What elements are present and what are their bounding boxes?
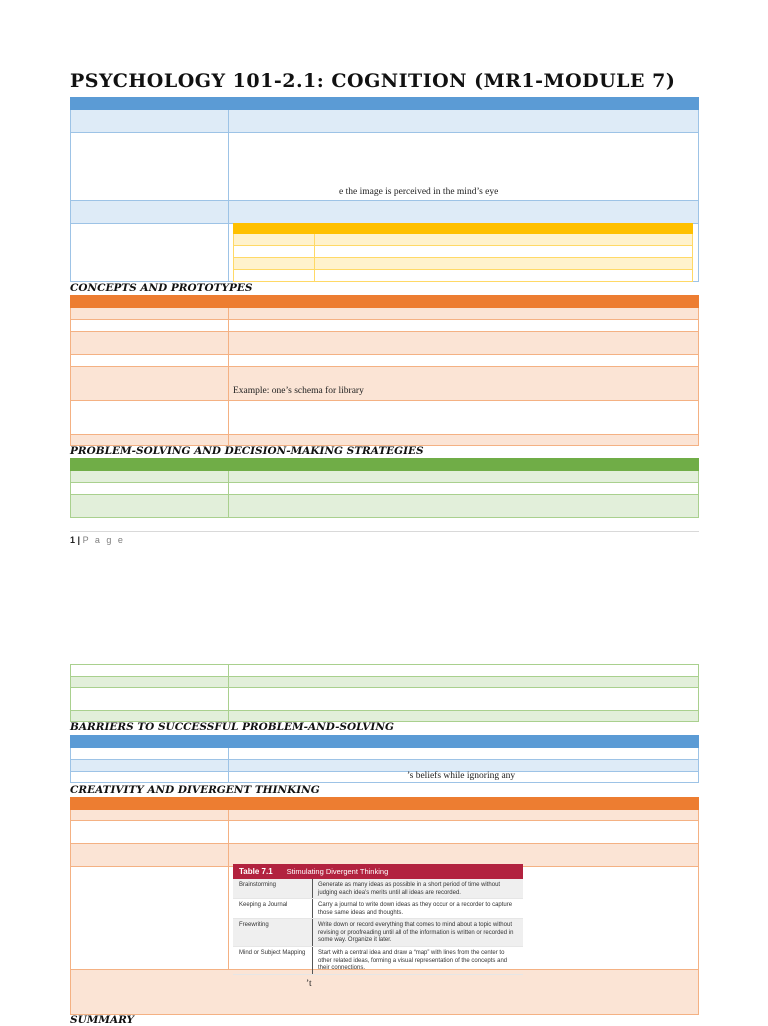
page-label: P a g e — [82, 535, 125, 545]
section-heading-concepts: CONCEPTS AND PROTOTYPES — [70, 282, 253, 294]
table-7-1-row — [233, 879, 523, 899]
page-title: PSYCHOLOGY 101-2.1: COGNITION (MR1-MODULE 7) — [70, 70, 676, 92]
table-7-1-row — [233, 947, 523, 975]
table-7-1-technique: Mind or Subject Mapping — [233, 947, 313, 974]
table-7-1-description: Carry a journal to write down ideas as they occur or a recorder to capture those same ideas and thoughts. — [318, 902, 513, 916]
table-7-1-technique: Keeping a Journal — [233, 899, 313, 918]
table-7-1-technique: Brainstorming — [233, 879, 313, 898]
concepts-table — [70, 295, 699, 446]
strategies-table-continued — [70, 664, 699, 722]
section-heading-summary: SUMMARY — [70, 1014, 135, 1026]
table-7-1 — [233, 864, 523, 975]
strategies-table — [70, 458, 699, 518]
mind-eye-text: e the image is perceived in the mind’s eye — [339, 187, 499, 197]
table-7-1-description: Write down or record everything that comes to mind about a topic without revising or proofreading until all of the information is written or recorded in some way. Organize it later. — [318, 922, 514, 943]
table-7-1-title: Stimulating Divergent Thinking — [286, 867, 389, 876]
table-7-1-description: Generate as many ideas as possible in a short period of time without judging each idea’s merits until all ideas are recorded. — [318, 882, 501, 896]
page-number-separator: | — [77, 535, 81, 545]
section-heading-problem-solving: PROBLEM-SOLVING AND DECISION-MAKING STRATEGIES — [70, 445, 424, 457]
barriers-table — [70, 735, 699, 783]
table-7-1-description: Start with a central idea and draw a “map” with lines from the center to other related ideas, forming a visual representation of the concepts and their connections. — [318, 950, 508, 971]
table-7-1-technique: Freewriting — [233, 919, 313, 946]
table-7-1-number: Table 7.1 — [239, 867, 273, 876]
section-heading-creativity: CREATIVITY AND DIVERGENT THINKING — [70, 784, 320, 796]
table-7-1-row — [233, 919, 523, 947]
nested-yellow-table — [233, 223, 693, 282]
table-7-1-row — [233, 899, 523, 919]
page-number-value: 1 — [70, 535, 76, 545]
schema-example-text: Example: one’s schema for library — [233, 386, 364, 396]
page-number — [70, 535, 125, 545]
beliefs-text: ’s beliefs while ignoring any — [407, 771, 516, 781]
section-heading-barriers: BARRIERS TO SUCCESSFUL PROBLEM-AND-SOLVING — [70, 721, 394, 733]
table-7-1-header — [233, 864, 523, 879]
footer-rule — [70, 531, 699, 532]
apostrophe-t-text: ’t — [306, 979, 312, 989]
